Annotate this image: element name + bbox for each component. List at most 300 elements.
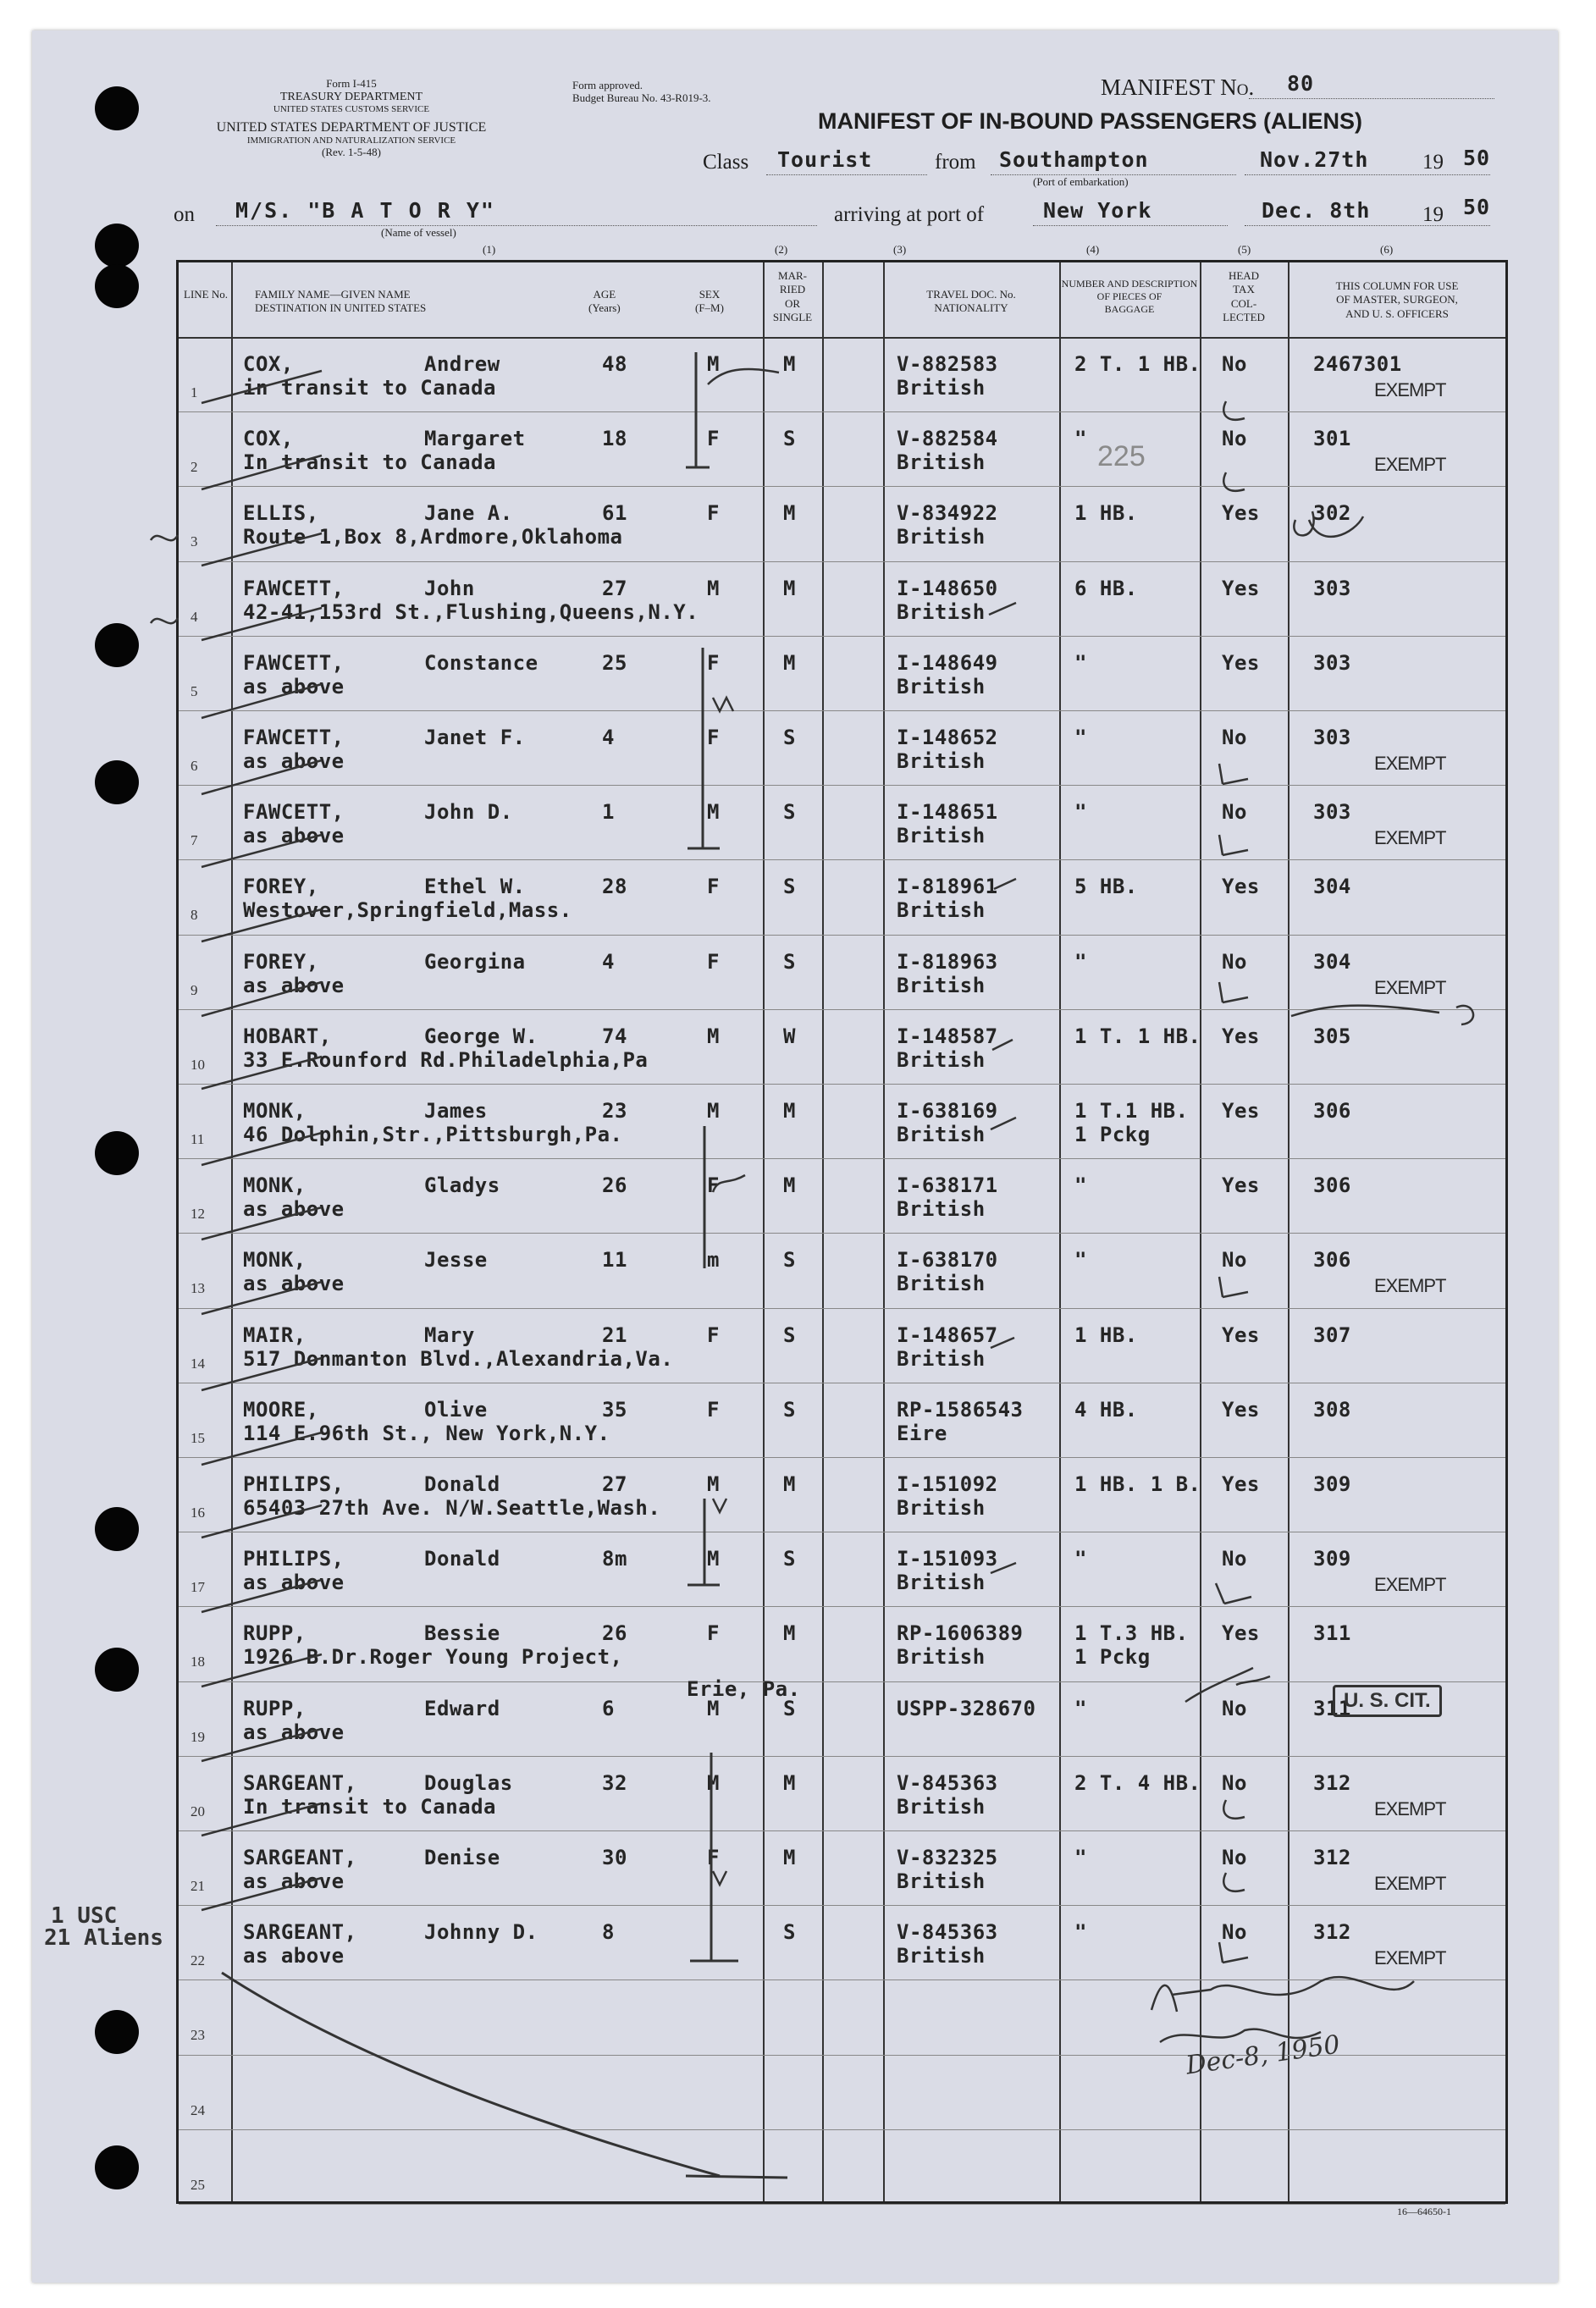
travel-doc: V-845363 bbox=[897, 1920, 998, 1945]
marital-status: M bbox=[783, 1099, 796, 1123]
table-row bbox=[179, 1681, 1505, 1756]
punch-hole bbox=[95, 264, 139, 308]
nationality: British bbox=[897, 1794, 986, 1819]
line-number: 22 bbox=[191, 1952, 205, 1969]
travel-doc: I-818963 bbox=[897, 949, 998, 974]
vessel-caption: (Name of vessel) bbox=[381, 226, 456, 239]
given-name: Janet F. bbox=[424, 726, 526, 749]
exempt-stamp: EXEMPT bbox=[1374, 753, 1446, 774]
marital-status: S bbox=[783, 427, 796, 451]
colnum-4: (4) bbox=[1086, 243, 1100, 256]
head-tax: Yes bbox=[1222, 1621, 1260, 1646]
nationality: British bbox=[897, 1346, 986, 1371]
family-name: SARGEANT, bbox=[243, 1770, 357, 1795]
given-name: Jane A. bbox=[424, 501, 513, 526]
nationality: British bbox=[897, 1944, 986, 1968]
grey-number: 225 bbox=[1097, 440, 1146, 472]
age: 25 bbox=[602, 650, 627, 675]
family-name: FAWCETT, bbox=[243, 576, 345, 600]
given-name: Bessie bbox=[424, 1621, 500, 1646]
given-name: Douglas bbox=[424, 1770, 513, 1795]
head-tax: No bbox=[1222, 800, 1247, 825]
destination: as above bbox=[243, 749, 345, 773]
table-row-empty bbox=[179, 2129, 1505, 2204]
officer-number: 2467301 bbox=[1313, 352, 1402, 376]
age: 61 bbox=[602, 501, 627, 526]
line-number: 8 bbox=[191, 907, 198, 924]
exempt-stamp: EXEMPT bbox=[1374, 379, 1446, 400]
baggage: " bbox=[1074, 1696, 1087, 1720]
nationality: British bbox=[897, 749, 986, 773]
officer-number: 303 bbox=[1313, 800, 1351, 825]
marital-status: S bbox=[783, 949, 796, 974]
exempt-stamp: EXEMPT bbox=[1374, 1947, 1446, 1969]
baggage: " bbox=[1074, 427, 1087, 451]
departure-date: Nov.27th bbox=[1260, 147, 1369, 172]
line-number: 11 bbox=[191, 1131, 205, 1147]
head-tax: Yes bbox=[1222, 1024, 1260, 1048]
family-name: PHILIPS, bbox=[243, 1472, 345, 1496]
nationality: British bbox=[897, 1272, 986, 1296]
sex: F bbox=[707, 427, 720, 451]
sex: F bbox=[707, 1621, 720, 1646]
family-name: FAWCETT, bbox=[243, 800, 345, 825]
sex: M bbox=[707, 352, 720, 376]
family-name: FOREY, bbox=[243, 949, 319, 974]
family-name: PHILIPS, bbox=[243, 1547, 345, 1571]
table-row-empty bbox=[179, 2055, 1505, 2129]
table-row bbox=[179, 1532, 1505, 1606]
line-number: 7 bbox=[191, 832, 198, 849]
destination: 33 E.Rounford Rd.Philadelphia,Pa bbox=[243, 1047, 649, 1072]
travel-doc: I-151093 bbox=[897, 1547, 998, 1571]
given-name: Constance bbox=[424, 650, 538, 675]
travel-doc: I-148650 bbox=[897, 576, 998, 600]
sex: M bbox=[707, 800, 720, 825]
head-tax: Yes bbox=[1222, 1397, 1260, 1422]
given-name: James bbox=[424, 1099, 488, 1123]
year-prefix-1: 19 bbox=[1422, 151, 1444, 174]
col-name: FAMILY NAME—GIVEN NAME DESTINATION IN UNITED STATES bbox=[255, 288, 427, 315]
form-agency-block bbox=[161, 78, 542, 159]
nationality: British bbox=[897, 376, 986, 400]
line-number: 9 bbox=[191, 981, 198, 998]
nationality: British bbox=[897, 1645, 986, 1670]
given-name: Mary bbox=[424, 1322, 475, 1347]
departure-year: 50 bbox=[1463, 146, 1491, 170]
table-row bbox=[179, 636, 1505, 710]
col-sex: SEX (F–M) bbox=[695, 288, 724, 315]
family-name: COX, bbox=[243, 352, 294, 376]
exempt-stamp: EXEMPT bbox=[1374, 976, 1446, 998]
head-tax: Yes bbox=[1222, 1173, 1260, 1198]
arrival-underline bbox=[1033, 225, 1228, 226]
col-line-no: LINE No. bbox=[184, 288, 228, 301]
destination: as above bbox=[243, 1197, 345, 1222]
line-number: 12 bbox=[191, 1206, 205, 1223]
baggage: " bbox=[1074, 800, 1087, 825]
form-revision: (Rev. 1-5-48) bbox=[322, 145, 381, 158]
form-approved: Form approved. bbox=[572, 79, 643, 91]
table-row bbox=[179, 1308, 1505, 1383]
baggage: 2 T. 1 HB. bbox=[1074, 352, 1201, 376]
colnum-6: (6) bbox=[1380, 243, 1394, 256]
head-tax: No bbox=[1222, 1846, 1247, 1869]
sex: F bbox=[707, 726, 720, 749]
baggage: 4 HB. bbox=[1074, 1397, 1138, 1422]
baggage: " bbox=[1074, 1248, 1087, 1273]
marital-status: M bbox=[783, 1173, 796, 1198]
age: 1 bbox=[602, 800, 615, 825]
colnum-1: (1) bbox=[483, 243, 496, 256]
baggage: " bbox=[1074, 1846, 1087, 1869]
nationality: British bbox=[897, 1571, 986, 1595]
table-row bbox=[179, 1383, 1505, 1457]
head-tax: No bbox=[1222, 1920, 1247, 1945]
given-name: Jesse bbox=[424, 1248, 488, 1273]
nationality: British bbox=[897, 1123, 986, 1146]
margin-usc: 1 USC bbox=[51, 1903, 118, 1929]
family-name: FOREY, bbox=[243, 875, 319, 899]
table-row bbox=[179, 1457, 1505, 1532]
embarkation-port: Southampton bbox=[999, 147, 1149, 172]
table-row bbox=[179, 1830, 1505, 1905]
table-row bbox=[179, 1233, 1505, 1307]
line-number: 6 bbox=[191, 758, 198, 774]
head-tax: No bbox=[1222, 1696, 1247, 1720]
travel-doc: RP-1606389 bbox=[897, 1621, 1024, 1646]
travel-doc: V-882584 bbox=[897, 427, 998, 451]
line-number: 23 bbox=[191, 2027, 205, 2044]
destination: 46 Dolphin,Str.,Pittsburgh,Pa. bbox=[243, 1123, 623, 1146]
travel-doc: V-882583 bbox=[897, 352, 998, 376]
form-number: Form I-415 bbox=[326, 77, 377, 90]
line-number: 4 bbox=[191, 608, 198, 625]
sex: F bbox=[707, 1322, 720, 1347]
head-tax: No bbox=[1222, 726, 1247, 749]
punch-hole bbox=[95, 760, 139, 804]
arrival-port: New York bbox=[1043, 198, 1152, 223]
destination: as above bbox=[243, 1720, 345, 1744]
marital-status: M bbox=[783, 352, 796, 376]
family-name: SARGEANT, bbox=[243, 1846, 357, 1869]
destination: in transit to Canada bbox=[243, 376, 496, 400]
nationality: British bbox=[897, 525, 986, 549]
travel-doc: V-832325 bbox=[897, 1846, 998, 1869]
head-tax: Yes bbox=[1222, 501, 1260, 526]
table-row bbox=[179, 785, 1505, 859]
budget-bureau: Budget Bureau No. 43-R019-3. bbox=[572, 91, 711, 104]
line-number: 3 bbox=[191, 533, 198, 550]
age: 48 bbox=[602, 352, 627, 376]
marital-status: S bbox=[783, 1397, 796, 1422]
family-name: FAWCETT, bbox=[243, 650, 345, 675]
baggage: " bbox=[1074, 1173, 1087, 1198]
travel-doc: I-148657 bbox=[897, 1322, 998, 1347]
punch-hole bbox=[95, 1507, 139, 1551]
given-name: Denise bbox=[424, 1846, 500, 1869]
travel-doc: I-638171 bbox=[897, 1173, 998, 1198]
exempt-stamp: EXEMPT bbox=[1374, 1873, 1446, 1894]
age: 26 bbox=[602, 1621, 627, 1646]
age: 21 bbox=[602, 1322, 627, 1347]
officer-number: 305 bbox=[1313, 1024, 1351, 1048]
given-name: John bbox=[424, 576, 475, 600]
age: 8m bbox=[602, 1547, 627, 1571]
line-number: 20 bbox=[191, 1803, 205, 1819]
table-row bbox=[179, 337, 1505, 411]
baggage: 1 HB. bbox=[1074, 501, 1138, 526]
family-name: MONK, bbox=[243, 1173, 306, 1198]
marital-status: S bbox=[783, 1322, 796, 1347]
destination: 517 Donmanton Blvd.,Alexandria,Va. bbox=[243, 1346, 674, 1371]
arrival-year: 50 bbox=[1463, 195, 1491, 219]
age: 27 bbox=[602, 1472, 627, 1496]
family-name: RUPP, bbox=[243, 1696, 306, 1720]
head-tax: Yes bbox=[1222, 650, 1260, 675]
head-tax: No bbox=[1222, 352, 1247, 376]
destination: as above bbox=[243, 674, 345, 698]
given-name: George W. bbox=[424, 1024, 538, 1048]
marital-status: S bbox=[783, 726, 796, 749]
line-number: 14 bbox=[191, 1355, 205, 1372]
baggage: 5 HB. bbox=[1074, 875, 1138, 899]
baggage: 1 T.1 HB. bbox=[1074, 1099, 1189, 1123]
travel-doc: I-148651 bbox=[897, 800, 998, 825]
sex: M bbox=[707, 1472, 720, 1496]
family-name: ELLIS, bbox=[243, 501, 319, 526]
baggage: 1 T. 1 HB. bbox=[1074, 1024, 1201, 1048]
age: 27 bbox=[602, 576, 627, 600]
officer-number: 309 bbox=[1313, 1472, 1351, 1496]
marital-status: S bbox=[783, 1696, 796, 1720]
family-name: COX, bbox=[243, 427, 294, 451]
officer-number: 312 bbox=[1313, 1770, 1351, 1795]
margin-aliens: 21 Aliens bbox=[44, 1925, 163, 1951]
punch-hole bbox=[95, 2010, 139, 2054]
officer-number: 306 bbox=[1313, 1173, 1351, 1198]
marital-status: M bbox=[783, 1472, 796, 1496]
marital-status: S bbox=[783, 1248, 796, 1273]
travel-doc: USPP-328670 bbox=[897, 1696, 1036, 1720]
baggage: 1 HB. 1 B. bbox=[1074, 1472, 1201, 1496]
age: 28 bbox=[602, 875, 627, 899]
form-title: MANIFEST OF IN-BOUND PASSENGERS (ALIENS) bbox=[818, 108, 1363, 134]
given-name: Georgina bbox=[424, 949, 526, 974]
age: 4 bbox=[602, 949, 615, 974]
family-name: RUPP, bbox=[243, 1621, 306, 1646]
marital-status: W bbox=[783, 1024, 796, 1048]
officer-number: 311 bbox=[1313, 1621, 1351, 1646]
signature-date: Dec-8, 1950 bbox=[1184, 2029, 1342, 2081]
marital-status: M bbox=[783, 1846, 796, 1869]
travel-doc: RP-1586543 bbox=[897, 1397, 1024, 1422]
officer-number: 312 bbox=[1313, 1920, 1351, 1945]
given-name: Donald bbox=[424, 1547, 500, 1571]
travel-doc: I-148587 bbox=[897, 1024, 998, 1048]
exempt-stamp: EXEMPT bbox=[1374, 1574, 1446, 1596]
destination: In transit to Canada bbox=[243, 1794, 496, 1819]
destination: as above bbox=[243, 1869, 345, 1893]
line-number: 19 bbox=[191, 1728, 205, 1745]
sex: F bbox=[707, 501, 720, 526]
travel-doc: V-845363 bbox=[897, 1770, 998, 1795]
nationality: Eire bbox=[897, 1421, 947, 1445]
travel-doc: V-834922 bbox=[897, 501, 998, 526]
table-row bbox=[179, 935, 1505, 1009]
travel-doc: I-148649 bbox=[897, 650, 998, 675]
officer-number: 304 bbox=[1313, 875, 1351, 899]
line-number: 13 bbox=[191, 1280, 205, 1297]
age: 23 bbox=[602, 1099, 627, 1123]
punch-hole bbox=[95, 86, 139, 130]
given-name: Ethel W. bbox=[424, 875, 526, 899]
col-head-tax: HEAD TAX COL- LECTED bbox=[1223, 269, 1265, 323]
line-number: 10 bbox=[191, 1056, 205, 1073]
officer-number: 306 bbox=[1313, 1248, 1351, 1273]
nationality: British bbox=[897, 1496, 986, 1520]
destination: 42-41,153rd St.,Flushing,Queens,N.Y. bbox=[243, 599, 699, 624]
col-travel-doc: TRAVEL DOC. No. NATIONALITY bbox=[926, 288, 1016, 315]
line-number: 17 bbox=[191, 1579, 205, 1596]
line-number: 1 bbox=[191, 384, 198, 400]
age: 74 bbox=[602, 1024, 627, 1048]
destination: Westover,Springfield,Mass. bbox=[243, 898, 572, 923]
sex: M bbox=[707, 576, 720, 600]
age: 8 bbox=[602, 1920, 615, 1945]
travel-doc: I-638169 bbox=[897, 1099, 998, 1123]
footer-code: 16—64650-1 bbox=[1397, 2206, 1451, 2217]
destination: as above bbox=[243, 1571, 345, 1595]
officer-number: 312 bbox=[1313, 1846, 1351, 1869]
baggage: 1 T.3 HB. bbox=[1074, 1621, 1189, 1646]
exempt-stamp: EXEMPT bbox=[1374, 1275, 1446, 1297]
given-name: Margaret bbox=[424, 427, 526, 451]
on-label: on bbox=[174, 203, 195, 226]
travel-doc: I-638170 bbox=[897, 1248, 998, 1273]
approval-block bbox=[572, 80, 711, 105]
nationality: British bbox=[897, 973, 986, 997]
punch-hole bbox=[95, 224, 139, 268]
us-citizen-stamp: U. S. CIT. bbox=[1333, 1685, 1442, 1717]
head-tax: No bbox=[1222, 1547, 1247, 1571]
punch-hole bbox=[95, 623, 139, 667]
nationality: British bbox=[897, 898, 986, 923]
exempt-stamp: EXEMPT bbox=[1374, 1797, 1446, 1819]
table-row bbox=[179, 710, 1505, 785]
destination: 1926 B.Dr.Roger Young Project, bbox=[243, 1645, 623, 1670]
arrival-date-underline bbox=[1245, 225, 1490, 226]
destination: as above bbox=[243, 824, 345, 848]
table-row bbox=[179, 486, 1505, 560]
head-tax: No bbox=[1222, 1770, 1247, 1795]
nationality: British bbox=[897, 1197, 986, 1222]
col-officers: THIS COLUMN FOR USE OF MASTER, SURGEON, AND U. S. OFFICERS bbox=[1335, 279, 1459, 320]
table-row bbox=[179, 1756, 1505, 1830]
baggage: 1 HB. bbox=[1074, 1322, 1138, 1347]
manifest-no-value: 80 bbox=[1287, 71, 1315, 96]
destination: In transit to Canada bbox=[243, 450, 496, 475]
class-label: Class bbox=[703, 151, 749, 174]
colnum-3: (3) bbox=[893, 243, 907, 256]
marital-status: M bbox=[783, 650, 796, 675]
destination: 114 E.96th St., New York,N.Y. bbox=[243, 1421, 610, 1445]
table-row bbox=[179, 859, 1505, 934]
exempt-stamp: EXEMPT bbox=[1374, 827, 1446, 849]
given-name: Gladys bbox=[424, 1173, 500, 1198]
destination: 65403 27th Ave. N/W.Seattle,Wash. bbox=[243, 1496, 661, 1520]
arriving-label: arriving at port of bbox=[834, 203, 985, 226]
vessel-name: M/S. "B A T O R Y" bbox=[235, 198, 495, 223]
age: 6 bbox=[602, 1696, 615, 1720]
age: 26 bbox=[602, 1173, 627, 1198]
age: 35 bbox=[602, 1397, 627, 1422]
sex: M bbox=[707, 1099, 720, 1123]
head-tax: Yes bbox=[1222, 1472, 1260, 1496]
baggage: " bbox=[1074, 1920, 1087, 1945]
line-number: 24 bbox=[191, 2101, 205, 2118]
nationality: British bbox=[897, 1869, 986, 1893]
age: 11 bbox=[602, 1248, 627, 1273]
baggage: " bbox=[1074, 949, 1087, 974]
officer-number: 307 bbox=[1313, 1322, 1351, 1347]
col-baggage: NUMBER AND DESCRIPTION OF PIECES OF BAGGAGE bbox=[1061, 278, 1198, 315]
punch-hole bbox=[95, 1131, 139, 1175]
sex: F bbox=[707, 1173, 720, 1198]
port-caption: (Port of embarkation) bbox=[1033, 175, 1129, 188]
marital-status: S bbox=[783, 800, 796, 825]
given-name: John D. bbox=[424, 800, 513, 825]
sex: F bbox=[707, 1846, 720, 1869]
ins-service: IMMIGRATION AND NATURALIZATION SERVICE bbox=[246, 135, 456, 146]
from-label: from bbox=[935, 151, 976, 174]
line-number: 21 bbox=[191, 1878, 205, 1894]
line-number: 5 bbox=[191, 682, 198, 699]
sex: M bbox=[707, 1770, 720, 1795]
nationality: British bbox=[897, 674, 986, 698]
officer-number: 306 bbox=[1313, 1099, 1351, 1123]
baggage: " bbox=[1074, 650, 1087, 675]
table-row bbox=[179, 561, 1505, 636]
officer-number: 308 bbox=[1313, 1397, 1351, 1422]
nationality: British bbox=[897, 1047, 986, 1072]
head-tax: Yes bbox=[1222, 875, 1260, 899]
arrival-date: Dec. 8th bbox=[1262, 198, 1371, 223]
age: 4 bbox=[602, 726, 615, 749]
marital-status: M bbox=[783, 501, 796, 526]
manifest-no-underline bbox=[1249, 98, 1494, 99]
table-row bbox=[179, 1084, 1505, 1158]
sex: F bbox=[707, 1397, 720, 1422]
age: 18 bbox=[602, 427, 627, 451]
travel-doc: I-818961 bbox=[897, 875, 998, 899]
family-name: MONK, bbox=[243, 1099, 306, 1123]
class-value: Tourist bbox=[777, 147, 873, 172]
justice-dept: UNITED STATES DEPARTMENT OF JUSTICE bbox=[216, 119, 487, 135]
family-name: MONK, bbox=[243, 1248, 306, 1273]
line-number: 2 bbox=[191, 459, 198, 476]
officer-number: 303 bbox=[1313, 576, 1351, 600]
col-age: AGE (Years) bbox=[588, 288, 621, 315]
family-name: MOORE, bbox=[243, 1397, 319, 1422]
table-row bbox=[179, 1905, 1505, 1979]
given-name: Olive bbox=[424, 1397, 488, 1422]
baggage: 6 HB. bbox=[1074, 576, 1138, 600]
sex: M bbox=[707, 1547, 720, 1571]
vessel-underline bbox=[216, 225, 817, 226]
table-row bbox=[179, 411, 1505, 486]
head-tax: No bbox=[1222, 427, 1247, 451]
